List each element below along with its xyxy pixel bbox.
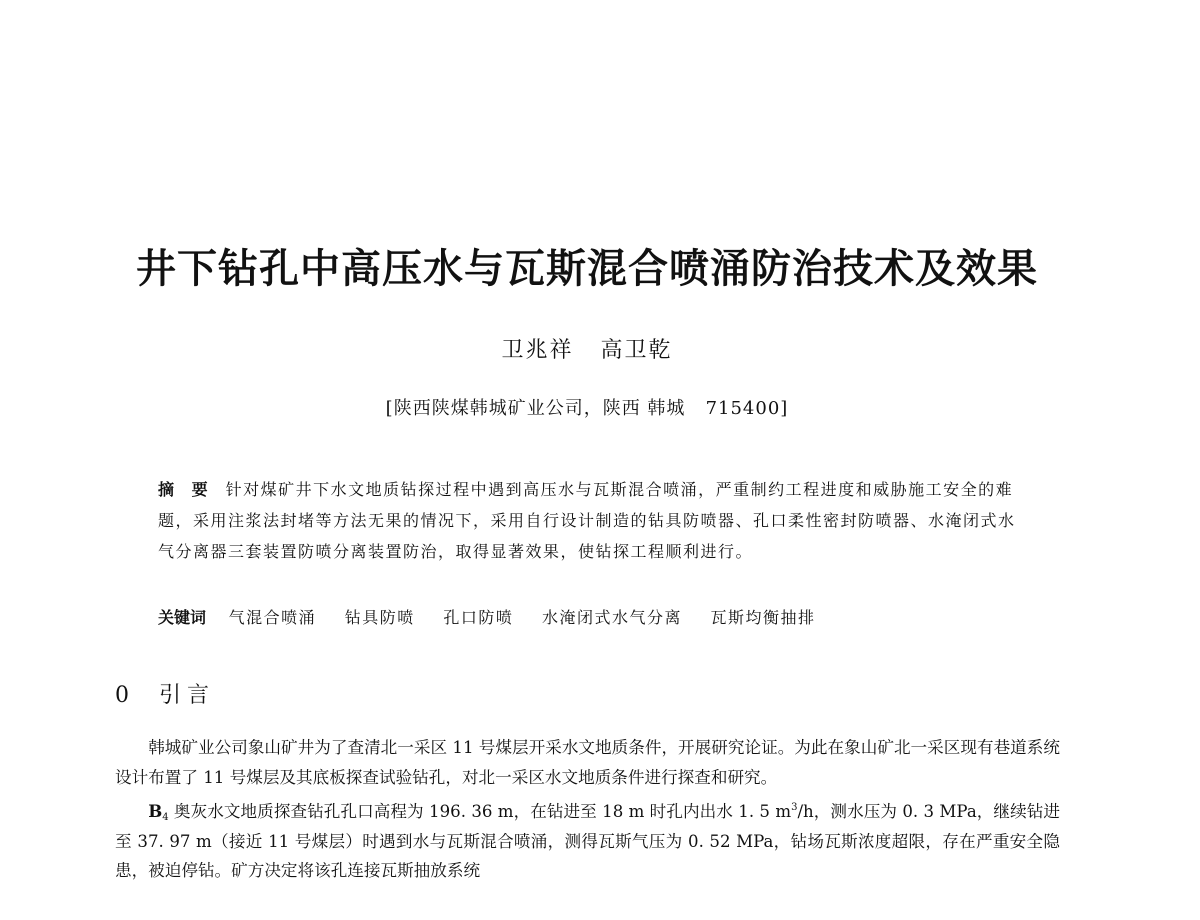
keywords-label: 关键词	[158, 608, 207, 627]
keyword: 水淹闭式水气分离	[541, 608, 682, 627]
section-title: 引言	[159, 683, 216, 708]
affiliation: [陕西陕煤韩城矿业公司，陕西 韩城 715400]	[385, 398, 789, 419]
keyword: 气混合喷涌	[228, 608, 317, 627]
borehole-id: B	[148, 801, 163, 821]
unit-superscript: 3	[791, 802, 798, 813]
section-heading	[115, 678, 215, 714]
abstract	[158, 474, 1028, 567]
paragraph	[115, 797, 1060, 886]
paragraph-text: 奥灰水文地质探查钻孔孔口高程为 196. 36 m，在钻进至 18 m 时孔内出水 1. 5 m	[168, 802, 792, 821]
keyword: 瓦斯均衡抽排	[710, 608, 816, 627]
abstract-text: 针对煤矿井下水文地质钻探过程中遇到高压水与瓦斯混合喷涌，严重制约工程进度和威胁施工安全的难题，采用注浆法封堵等方法无果的情况下，采用自行设计制造的钻具防喷器、孔口柔性密封防喷器、水淹闭式水气分离器三套装置防喷分离装置防治，取得显著效果，使钻探工程顺利进行。	[158, 480, 1016, 561]
abstract-label: 摘 要	[158, 480, 214, 499]
keyword: 孔口防喷	[443, 608, 514, 627]
borehole-subscript: 4	[162, 812, 169, 823]
keyword: 钻具防喷	[344, 608, 415, 627]
paragraph: 韩城矿业公司象山矿井为了查清北一采区 11 号煤层开采水文地质条件，开展研究论证。为此在象山矿北一采区现有巷道系统设计布置了 11 号煤层及其底板探查试验钻孔，对北一采区水文地质条件进行探查和研究。	[115, 738, 1060, 787]
body-text	[115, 733, 1060, 891]
authors: 卫兆祥 高卫乾	[501, 338, 673, 363]
paragraph-text: /h，测水压为 0. 3 MPa，继续钻进至 37. 97 m（接近 11 号煤层）时遇到水与瓦斯混合喷涌，测得瓦斯气压为 0. 52 MPa，钻场瓦斯浓度超限，存在严重安全隐患，被迫停钻。矿方决定将该孔连接瓦斯抽放系统	[115, 802, 1060, 880]
section-number: 0	[115, 683, 129, 708]
paper-title: 井下钻孔中高压水与瓦斯混合喷涌防治技术及效果	[136, 246, 1038, 292]
keywords	[158, 603, 1038, 633]
